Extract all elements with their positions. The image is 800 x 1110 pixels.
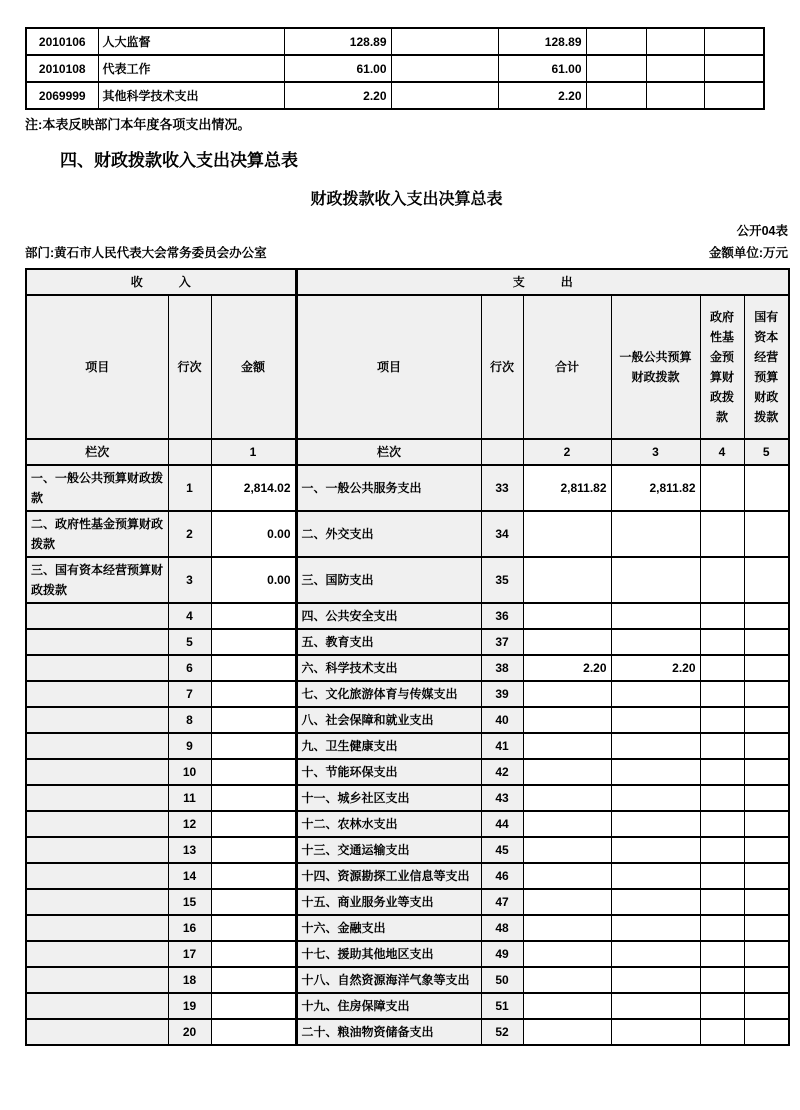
expense-item-cell: 五、教育支出 bbox=[296, 629, 481, 655]
empty-cell bbox=[704, 55, 764, 82]
expense-line-number-cell: 41 bbox=[481, 733, 523, 759]
expense-total-cell: 2,811.82 bbox=[523, 465, 611, 511]
income-item-cell: 一、一般公共预算财政拨款 bbox=[26, 465, 168, 511]
expense-item-cell: 十九、住房保障支出 bbox=[296, 993, 481, 1019]
expense-total-cell bbox=[523, 681, 611, 707]
group-header-row bbox=[26, 269, 789, 295]
income-amount-cell bbox=[211, 603, 296, 629]
income-line-number-cell: 1 bbox=[168, 465, 211, 511]
expense-general-budget-cell bbox=[611, 629, 700, 655]
expense-item-cell: 十三、交通运输支出 bbox=[296, 837, 481, 863]
col-header-expense-line: 行次 bbox=[481, 295, 523, 439]
summary-table-row bbox=[26, 837, 789, 863]
income-line-number-cell: 5 bbox=[168, 629, 211, 655]
expense-general-budget-cell bbox=[611, 889, 700, 915]
summary-table-row bbox=[26, 967, 789, 993]
expense-total-cell bbox=[523, 993, 611, 1019]
col-header-income-line: 行次 bbox=[168, 295, 211, 439]
table-meta-row bbox=[25, 245, 788, 262]
expense-line-number-cell: 38 bbox=[481, 655, 523, 681]
income-line-number-cell: 10 bbox=[168, 759, 211, 785]
expense-total-cell bbox=[523, 733, 611, 759]
income-amount-cell bbox=[211, 941, 296, 967]
expense-line-number-cell: 45 bbox=[481, 837, 523, 863]
expense-general-budget-cell bbox=[611, 759, 700, 785]
expense-state-capital-cell bbox=[744, 915, 789, 941]
expense-general-budget-cell bbox=[611, 915, 700, 941]
expense-item-cell: 十七、援助其他地区支出 bbox=[296, 941, 481, 967]
income-amount-cell: 0.00 bbox=[211, 511, 296, 557]
expense-general-budget-cell bbox=[611, 785, 700, 811]
expense-general-budget-cell bbox=[611, 681, 700, 707]
expense-state-capital-cell bbox=[744, 655, 789, 681]
income-line-number-cell: 14 bbox=[168, 863, 211, 889]
expense-line-number-cell: 51 bbox=[481, 993, 523, 1019]
expense-total-cell bbox=[523, 1019, 611, 1045]
summary-table-row bbox=[26, 785, 789, 811]
expense-general-budget-cell: 2.20 bbox=[611, 655, 700, 681]
expense-gov-fund-cell bbox=[700, 603, 744, 629]
income-line-number-cell: 13 bbox=[168, 837, 211, 863]
expense-gov-fund-cell bbox=[700, 837, 744, 863]
summary-table-row bbox=[26, 1019, 789, 1045]
expense-item-cell: 九、卫生健康支出 bbox=[296, 733, 481, 759]
income-amount-cell bbox=[211, 915, 296, 941]
income-item-cell bbox=[26, 655, 168, 681]
empty-cell bbox=[646, 55, 704, 82]
expense-state-capital-cell bbox=[744, 603, 789, 629]
expense-total-cell bbox=[523, 707, 611, 733]
expense-gov-fund-cell bbox=[700, 511, 744, 557]
expense-total-cell bbox=[523, 511, 611, 557]
summary-table-row bbox=[26, 811, 789, 837]
expense-total-cell bbox=[523, 941, 611, 967]
expense-gov-fund-cell bbox=[700, 1019, 744, 1045]
expense-line-number-cell: 36 bbox=[481, 603, 523, 629]
expense-item-cell: 十一、城乡社区支出 bbox=[296, 785, 481, 811]
lanci-expense-label: 栏次 bbox=[296, 439, 481, 465]
income-line-number-cell: 11 bbox=[168, 785, 211, 811]
expense-gov-fund-cell bbox=[700, 967, 744, 993]
expense-item-cell: 十四、资源勘探工业信息等支出 bbox=[296, 863, 481, 889]
income-line-number-cell: 7 bbox=[168, 681, 211, 707]
expense-total-cell bbox=[523, 811, 611, 837]
column-number-row bbox=[26, 439, 789, 465]
expense-item-cell: 八、社会保障和就业支出 bbox=[296, 707, 481, 733]
income-amount-cell bbox=[211, 967, 296, 993]
expense-general-budget-cell bbox=[611, 941, 700, 967]
col-header-income-amount: 金额 bbox=[211, 295, 296, 439]
expense-general-budget-cell bbox=[611, 1019, 700, 1045]
income-item-cell: 三、国有资本经营预算财政拨款 bbox=[26, 557, 168, 603]
summary-table-row bbox=[26, 511, 789, 557]
expense-gov-fund-cell bbox=[700, 759, 744, 785]
empty-cell bbox=[704, 82, 764, 109]
expense-line-number-cell: 49 bbox=[481, 941, 523, 967]
expense-item-cell: 四、公共安全支出 bbox=[296, 603, 481, 629]
income-item-cell bbox=[26, 863, 168, 889]
expense-item-cell: 十八、自然资源海洋气象等支出 bbox=[296, 967, 481, 993]
amount-cell: 2.20 bbox=[284, 82, 391, 109]
income-line-number-cell: 17 bbox=[168, 941, 211, 967]
table-title: 财政拨款收入支出决算总表 bbox=[310, 191, 503, 208]
expense-gov-fund-cell bbox=[700, 889, 744, 915]
expense-state-capital-cell bbox=[744, 993, 789, 1019]
column-header-row bbox=[26, 295, 789, 439]
expense-state-capital-cell bbox=[744, 785, 789, 811]
expense-state-capital-cell bbox=[744, 511, 789, 557]
expense-general-budget-cell bbox=[611, 967, 700, 993]
income-item-cell bbox=[26, 811, 168, 837]
fiscal-appropriation-summary-table bbox=[25, 268, 790, 1046]
col-header-gov-fund-budget: 政府性基金预算财政拨款 bbox=[700, 295, 744, 439]
income-amount-cell: 2,814.02 bbox=[211, 465, 296, 511]
income-line-number-cell: 19 bbox=[168, 993, 211, 1019]
income-item-cell bbox=[26, 1019, 168, 1045]
income-amount-cell bbox=[211, 733, 296, 759]
empty-cell bbox=[391, 82, 498, 109]
income-amount-cell bbox=[211, 759, 296, 785]
income-amount-cell bbox=[211, 993, 296, 1019]
budget-code-cell: 2010108 bbox=[26, 55, 98, 82]
expenditure-detail-row bbox=[26, 28, 764, 55]
expense-state-capital-cell bbox=[744, 465, 789, 511]
budget-item-name-cell: 人大监督 bbox=[98, 28, 284, 55]
expense-gov-fund-cell bbox=[700, 785, 744, 811]
expense-line-number-cell: 44 bbox=[481, 811, 523, 837]
expense-item-cell: 十六、金融支出 bbox=[296, 915, 481, 941]
column-number-5: 5 bbox=[744, 439, 789, 465]
expense-total-cell bbox=[523, 759, 611, 785]
income-amount-cell bbox=[211, 681, 296, 707]
expense-line-number-cell: 40 bbox=[481, 707, 523, 733]
expense-line-number-cell: 35 bbox=[481, 557, 523, 603]
income-line-number-cell: 6 bbox=[168, 655, 211, 681]
summary-table-row bbox=[26, 941, 789, 967]
income-line-number-cell: 12 bbox=[168, 811, 211, 837]
expense-gov-fund-cell bbox=[700, 707, 744, 733]
empty-cell bbox=[586, 28, 646, 55]
expense-general-budget-cell: 2,811.82 bbox=[611, 465, 700, 511]
expense-state-capital-cell bbox=[744, 863, 789, 889]
income-amount-cell: 0.00 bbox=[211, 557, 296, 603]
expense-item-cell: 三、国防支出 bbox=[296, 557, 481, 603]
summary-table-row bbox=[26, 733, 789, 759]
expense-total-cell bbox=[523, 557, 611, 603]
expense-total-cell bbox=[523, 967, 611, 993]
empty-cell bbox=[646, 82, 704, 109]
empty-cell bbox=[391, 55, 498, 82]
expense-state-capital-cell bbox=[744, 837, 789, 863]
income-amount-cell bbox=[211, 629, 296, 655]
expense-line-number-cell: 47 bbox=[481, 889, 523, 915]
col-header-income-item: 项目 bbox=[26, 295, 168, 439]
budget-item-name-cell: 其他科学技术支出 bbox=[98, 82, 284, 109]
expense-general-budget-cell bbox=[611, 511, 700, 557]
budget-code-cell: 2010106 bbox=[26, 28, 98, 55]
summary-table-row bbox=[26, 655, 789, 681]
expense-general-budget-cell bbox=[611, 733, 700, 759]
income-item-cell bbox=[26, 967, 168, 993]
expense-total-cell bbox=[523, 785, 611, 811]
expense-state-capital-cell bbox=[744, 681, 789, 707]
column-number-1: 1 bbox=[211, 439, 296, 465]
expense-general-budget-cell bbox=[611, 557, 700, 603]
income-line-number-cell: 2 bbox=[168, 511, 211, 557]
income-item-cell bbox=[26, 837, 168, 863]
expense-gov-fund-cell bbox=[700, 629, 744, 655]
col-header-state-capital-budget: 国有资本经营预算财政拨款 bbox=[744, 295, 789, 439]
empty-cell bbox=[586, 55, 646, 82]
section-heading: 四、财政拨款收入支出决算总表 bbox=[60, 151, 298, 170]
col-header-expense-item: 项目 bbox=[296, 295, 481, 439]
budget-code-cell: 2069999 bbox=[26, 82, 98, 109]
column-number-2: 2 bbox=[523, 439, 611, 465]
income-item-cell bbox=[26, 889, 168, 915]
income-item-cell bbox=[26, 603, 168, 629]
summary-table-row bbox=[26, 557, 789, 603]
expense-general-budget-cell bbox=[611, 603, 700, 629]
col-header-total: 合计 bbox=[523, 295, 611, 439]
expense-state-capital-cell bbox=[744, 733, 789, 759]
summary-table-row bbox=[26, 993, 789, 1019]
income-item-cell bbox=[26, 993, 168, 1019]
summary-table-row bbox=[26, 707, 789, 733]
income-line-number-cell: 15 bbox=[168, 889, 211, 915]
expense-state-capital-cell bbox=[744, 557, 789, 603]
income-line-number-cell: 3 bbox=[168, 557, 211, 603]
summary-table-row bbox=[26, 603, 789, 629]
amount-cell: 61.00 bbox=[284, 55, 391, 82]
expense-gov-fund-cell bbox=[700, 681, 744, 707]
col-header-general-budget: 一般公共预算财政拨款 bbox=[611, 295, 700, 439]
expense-state-capital-cell bbox=[744, 811, 789, 837]
budget-item-name-cell: 代表工作 bbox=[98, 55, 284, 82]
summary-table-row bbox=[26, 759, 789, 785]
income-amount-cell bbox=[211, 837, 296, 863]
expense-line-number-cell: 39 bbox=[481, 681, 523, 707]
amount-cell: 128.89 bbox=[498, 28, 586, 55]
expense-total-cell bbox=[523, 889, 611, 915]
expense-item-cell: 十五、商业服务业等支出 bbox=[296, 889, 481, 915]
empty-cell bbox=[646, 28, 704, 55]
expense-state-capital-cell bbox=[744, 629, 789, 655]
expense-item-cell: 二、外交支出 bbox=[296, 511, 481, 557]
column-number-4: 4 bbox=[700, 439, 744, 465]
income-item-cell bbox=[26, 785, 168, 811]
expense-line-number-cell: 43 bbox=[481, 785, 523, 811]
income-line-number-cell: 9 bbox=[168, 733, 211, 759]
expenditure-detail-row bbox=[26, 82, 764, 109]
lanci-empty-cell bbox=[168, 439, 211, 465]
unit-label: 金额单位:万元 bbox=[708, 246, 788, 260]
expense-total-cell bbox=[523, 629, 611, 655]
income-item-cell bbox=[26, 733, 168, 759]
department-label: 部门:黄石市人民代表大会常务委员会办公室 bbox=[25, 246, 267, 260]
column-number-3: 3 bbox=[611, 439, 700, 465]
empty-cell bbox=[586, 82, 646, 109]
table-code-label: 公开04表 bbox=[736, 224, 788, 238]
income-item-cell bbox=[26, 941, 168, 967]
expense-item-cell: 二十、粮油物资储备支出 bbox=[296, 1019, 481, 1045]
expense-total-cell bbox=[523, 837, 611, 863]
summary-table-row bbox=[26, 915, 789, 941]
summary-table-row bbox=[26, 863, 789, 889]
expense-group-header: 支 出 bbox=[296, 269, 789, 295]
expense-gov-fund-cell bbox=[700, 811, 744, 837]
income-amount-cell bbox=[211, 785, 296, 811]
expense-state-capital-cell bbox=[744, 941, 789, 967]
expense-gov-fund-cell bbox=[700, 941, 744, 967]
income-item-cell bbox=[26, 629, 168, 655]
income-item-cell bbox=[26, 759, 168, 785]
expense-item-cell: 七、文化旅游体育与传媒支出 bbox=[296, 681, 481, 707]
previous-table-continuation bbox=[25, 27, 765, 110]
income-item-cell bbox=[26, 681, 168, 707]
income-line-number-cell: 18 bbox=[168, 967, 211, 993]
expense-line-number-cell: 50 bbox=[481, 967, 523, 993]
amount-cell: 128.89 bbox=[284, 28, 391, 55]
expense-general-budget-cell bbox=[611, 863, 700, 889]
income-amount-cell bbox=[211, 889, 296, 915]
income-item-cell bbox=[26, 707, 168, 733]
summary-table-row bbox=[26, 681, 789, 707]
expense-gov-fund-cell bbox=[700, 863, 744, 889]
expense-general-budget-cell bbox=[611, 811, 700, 837]
income-item-cell bbox=[26, 915, 168, 941]
income-amount-cell bbox=[211, 811, 296, 837]
lanci-income-label: 栏次 bbox=[26, 439, 168, 465]
expense-gov-fund-cell bbox=[700, 465, 744, 511]
expense-total-cell bbox=[523, 863, 611, 889]
expense-state-capital-cell bbox=[744, 707, 789, 733]
expense-line-number-cell: 33 bbox=[481, 465, 523, 511]
expense-state-capital-cell bbox=[744, 889, 789, 915]
expense-gov-fund-cell bbox=[700, 993, 744, 1019]
expense-gov-fund-cell bbox=[700, 915, 744, 941]
expense-state-capital-cell bbox=[744, 967, 789, 993]
amount-cell: 61.00 bbox=[498, 55, 586, 82]
income-amount-cell bbox=[211, 863, 296, 889]
expense-gov-fund-cell bbox=[700, 655, 744, 681]
expense-line-number-cell: 34 bbox=[481, 511, 523, 557]
expense-total-cell: 2.20 bbox=[523, 655, 611, 681]
income-amount-cell bbox=[211, 655, 296, 681]
expense-item-cell: 十二、农林水支出 bbox=[296, 811, 481, 837]
expense-item-cell: 六、科学技术支出 bbox=[296, 655, 481, 681]
income-line-number-cell: 20 bbox=[168, 1019, 211, 1045]
empty-cell bbox=[704, 28, 764, 55]
expense-general-budget-cell bbox=[611, 707, 700, 733]
expense-line-number-cell: 37 bbox=[481, 629, 523, 655]
empty-cell bbox=[391, 28, 498, 55]
expense-general-budget-cell bbox=[611, 993, 700, 1019]
expense-state-capital-cell bbox=[744, 1019, 789, 1045]
expense-line-number-cell: 52 bbox=[481, 1019, 523, 1045]
income-line-number-cell: 8 bbox=[168, 707, 211, 733]
income-amount-cell bbox=[211, 707, 296, 733]
amount-cell: 2.20 bbox=[498, 82, 586, 109]
summary-table-row bbox=[26, 889, 789, 915]
lanci-empty-cell bbox=[481, 439, 523, 465]
summary-table-row bbox=[26, 629, 789, 655]
income-amount-cell bbox=[211, 1019, 296, 1045]
expense-item-cell: 一、一般公共服务支出 bbox=[296, 465, 481, 511]
expense-state-capital-cell bbox=[744, 759, 789, 785]
expenditure-detail-row bbox=[26, 55, 764, 82]
income-line-number-cell: 16 bbox=[168, 915, 211, 941]
expense-line-number-cell: 48 bbox=[481, 915, 523, 941]
income-group-header: 收 入 bbox=[26, 269, 296, 295]
expense-line-number-cell: 46 bbox=[481, 863, 523, 889]
expense-total-cell bbox=[523, 603, 611, 629]
expense-line-number-cell: 42 bbox=[481, 759, 523, 785]
expense-gov-fund-cell bbox=[700, 733, 744, 759]
expense-total-cell bbox=[523, 915, 611, 941]
income-line-number-cell: 4 bbox=[168, 603, 211, 629]
expense-item-cell: 十、节能环保支出 bbox=[296, 759, 481, 785]
expense-general-budget-cell bbox=[611, 837, 700, 863]
expense-gov-fund-cell bbox=[700, 557, 744, 603]
income-item-cell: 二、政府性基金预算财政拨款 bbox=[26, 511, 168, 557]
table-note: 注:本表反映部门本年度各项支出情况。 bbox=[25, 117, 251, 132]
summary-table-row bbox=[26, 465, 789, 511]
